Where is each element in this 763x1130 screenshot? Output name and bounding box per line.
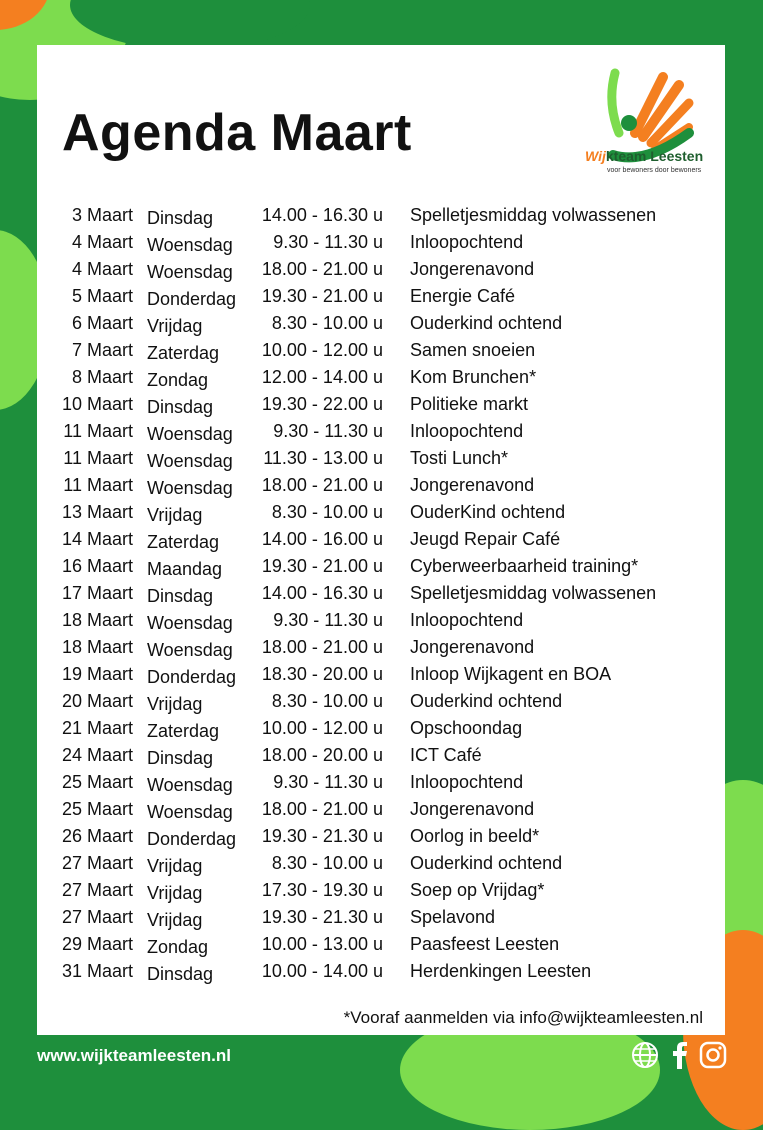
- agenda-row: [37, 661, 725, 688]
- event-date: 4 Maart: [71, 259, 133, 279]
- event-date: 25 Maart: [61, 799, 133, 819]
- event-date: 13 Maart: [61, 502, 133, 522]
- event-time: 18.00 - 21.00 u: [261, 637, 383, 657]
- event-activity: Spelavond: [410, 907, 496, 927]
- event-day: Zondag: [147, 937, 209, 957]
- event-activity: Tosti Lunch*: [410, 448, 509, 468]
- agenda-row: [37, 472, 725, 499]
- instagram-icon[interactable]: [698, 1040, 728, 1070]
- event-time: 18.00 - 21.00 u: [261, 259, 383, 279]
- event-activity: Samen snoeien: [410, 340, 536, 360]
- website-url[interactable]: www.wijkteamleesten.nl: [37, 1046, 231, 1065]
- event-time: 9.30 - 11.30 u: [273, 772, 383, 792]
- agenda-row: [37, 796, 725, 823]
- event-activity: Jongerenavond: [410, 799, 535, 819]
- event-time: 19.30 - 21.00 u: [261, 556, 383, 576]
- event-activity: Politieke markt: [410, 394, 529, 414]
- event-time: 19.30 - 21.30 u: [261, 907, 383, 927]
- event-time: 14.00 - 16.30 u: [261, 583, 383, 603]
- agenda-row: [37, 688, 725, 715]
- event-date: 18 Maart: [61, 610, 133, 630]
- agenda-row: [37, 580, 725, 607]
- event-date: 16 Maart: [61, 556, 133, 576]
- globe-icon[interactable]: [630, 1040, 660, 1070]
- event-date: 5 Maart: [71, 286, 133, 306]
- event-day: Zaterdag: [147, 721, 220, 741]
- event-activity: ICT Café: [410, 745, 482, 765]
- event-date: 27 Maart: [61, 880, 133, 900]
- event-date: 27 Maart: [61, 853, 133, 873]
- event-date: 14 Maart: [61, 529, 133, 549]
- agenda-row: [37, 769, 725, 796]
- event-time: 10.00 - 13.00 u: [261, 934, 383, 954]
- agenda-row: [37, 445, 725, 472]
- event-time: 12.00 - 14.00 u: [261, 367, 383, 387]
- event-activity: Paasfeest Leesten: [410, 934, 560, 954]
- event-day: Woensdag: [147, 802, 233, 822]
- event-time: 18.00 - 21.00 u: [261, 475, 383, 495]
- agenda-row: [37, 931, 725, 958]
- event-day: Woensdag: [147, 235, 233, 255]
- event-date: 18 Maart: [61, 637, 133, 657]
- event-activity: Spelletjesmiddag volwassenen: [410, 205, 657, 225]
- event-time: 9.30 - 11.30 u: [273, 610, 383, 630]
- event-day: Zaterdag: [147, 343, 220, 363]
- event-day: Donderdag: [147, 289, 237, 309]
- agenda-row: [37, 742, 725, 769]
- event-day: Maandag: [147, 559, 223, 579]
- event-date: 29 Maart: [61, 934, 133, 954]
- event-day: Dinsdag: [147, 397, 214, 417]
- event-time: 9.30 - 11.30 u: [273, 232, 383, 252]
- event-date: 20 Maart: [61, 691, 133, 711]
- event-activity: Ouderkind ochtend: [410, 691, 563, 711]
- event-activity: Inloopochtend: [410, 610, 524, 630]
- event-date: 17 Maart: [61, 583, 133, 603]
- event-activity: Inloopochtend: [410, 232, 524, 252]
- event-activity: Soep op Vrijdag*: [410, 880, 545, 900]
- event-time: 19.30 - 21.00 u: [261, 286, 383, 306]
- wijkteam-logo-icon: [585, 63, 715, 183]
- event-activity: Kom Brunchen*: [410, 367, 537, 387]
- event-day: Vrijdag: [147, 883, 203, 903]
- event-time: 19.30 - 21.30 u: [261, 826, 383, 846]
- logo-tagline: voor bewoners door bewoners: [607, 167, 702, 174]
- event-activity: Spelletjesmiddag volwassenen: [410, 583, 657, 603]
- event-time: 14.00 - 16.00 u: [261, 529, 383, 549]
- event-day: Woensdag: [147, 262, 233, 282]
- event-date: 11 Maart: [63, 421, 133, 441]
- logo-brand: Wijkteam Leesten: [585, 148, 704, 164]
- agenda-row: [37, 823, 725, 850]
- event-date: 27 Maart: [61, 907, 133, 927]
- event-activity: Inloopochtend: [410, 421, 524, 441]
- agenda-row: [37, 310, 725, 337]
- agenda-row: [37, 364, 725, 391]
- event-date: 26 Maart: [61, 826, 133, 846]
- event-day: Dinsdag: [147, 208, 214, 228]
- event-day: Vrijdag: [147, 505, 203, 525]
- event-time: 10.00 - 12.00 u: [261, 718, 383, 738]
- event-time: 17.30 - 19.30 u: [261, 880, 383, 900]
- agenda-row: [37, 715, 725, 742]
- event-time: 9.30 - 11.30 u: [273, 421, 383, 441]
- agenda-row: [37, 202, 725, 229]
- event-day: Vrijdag: [147, 856, 203, 876]
- event-activity: Ouderkind ochtend: [410, 313, 563, 333]
- agenda-row: [37, 634, 725, 661]
- facebook-icon[interactable]: [665, 1040, 695, 1070]
- event-activity: Jongerenavond: [410, 259, 535, 279]
- event-time: 18.30 - 20.00 u: [261, 664, 383, 684]
- event-day: Woensdag: [147, 451, 233, 471]
- event-date: 25 Maart: [61, 772, 133, 792]
- agenda-row: [37, 499, 725, 526]
- event-date: 31 Maart: [61, 961, 133, 981]
- agenda-row: [37, 229, 725, 256]
- event-day: Vrijdag: [147, 694, 203, 714]
- event-date: 21 Maart: [61, 718, 133, 738]
- agenda-row: [37, 391, 725, 418]
- event-time: 10.00 - 12.00 u: [261, 340, 383, 360]
- event-day: Dinsdag: [147, 964, 214, 984]
- event-time: 8.30 - 10.00 u: [271, 853, 383, 873]
- event-date: 8 Maart: [71, 367, 133, 387]
- event-day: Woensdag: [147, 613, 233, 633]
- event-day: Donderdag: [147, 667, 237, 687]
- event-day: Woensdag: [147, 478, 233, 498]
- agenda-row: [37, 526, 725, 553]
- event-activity: Oorlog in beeld*: [410, 826, 540, 846]
- event-activity: Ouderkind ochtend: [410, 853, 563, 873]
- event-activity: Jongerenavond: [410, 475, 535, 495]
- event-date: 24 Maart: [61, 745, 133, 765]
- event-time: 11.30 - 13.00 u: [263, 448, 383, 468]
- event-activity: Inloop Wijkagent en BOA: [410, 664, 612, 684]
- event-activity: Cyberweerbaarheid training*: [410, 556, 639, 576]
- event-date: 19 Maart: [61, 664, 133, 684]
- agenda-row: [37, 283, 725, 310]
- agenda-row: [37, 607, 725, 634]
- event-time: 14.00 - 16.30 u: [261, 205, 383, 225]
- event-day: Zaterdag: [147, 532, 220, 552]
- agenda-card: [37, 45, 725, 1035]
- event-activity: OuderKind ochtend: [410, 502, 566, 522]
- event-activity: Energie Café: [410, 286, 516, 306]
- event-day: Zondag: [147, 370, 209, 390]
- event-activity: Inloopochtend: [410, 772, 524, 792]
- event-time: 10.00 - 14.00 u: [261, 961, 383, 981]
- event-day: Woensdag: [147, 640, 233, 660]
- event-day: Dinsdag: [147, 586, 214, 606]
- event-activity: Opschoondag: [410, 718, 523, 738]
- agenda-row: [37, 877, 725, 904]
- page-title: Agenda Maart: [62, 104, 412, 162]
- event-date: 3 Maart: [71, 205, 133, 225]
- event-day: Woensdag: [147, 775, 233, 795]
- event-time: 8.30 - 10.00 u: [271, 313, 383, 333]
- event-date: 11 Maart: [63, 475, 133, 495]
- event-activity: Herdenkingen Leesten: [410, 961, 592, 981]
- agenda-row: [37, 337, 725, 364]
- agenda-row: [37, 958, 725, 985]
- event-day: Vrijdag: [147, 316, 203, 336]
- event-date: 4 Maart: [71, 232, 133, 252]
- agenda-row: [37, 418, 725, 445]
- event-day: Dinsdag: [147, 748, 214, 768]
- event-time: 8.30 - 10.00 u: [271, 691, 383, 711]
- agenda-list: [37, 202, 725, 985]
- event-day: Donderdag: [147, 829, 237, 849]
- event-time: 18.00 - 20.00 u: [261, 745, 383, 765]
- event-activity: Jeugd Repair Café: [410, 529, 561, 549]
- event-time: 8.30 - 10.00 u: [271, 502, 383, 522]
- agenda-row: [37, 256, 725, 283]
- event-date: 7 Maart: [71, 340, 133, 360]
- event-activity: Jongerenavond: [410, 637, 535, 657]
- event-day: Woensdag: [147, 424, 233, 444]
- agenda-row: [37, 904, 725, 931]
- agenda-row: [37, 553, 725, 580]
- registration-note: *Vooraf aanmelden via info@wijkteamleesten.nl: [343, 1008, 703, 1027]
- event-date: 10 Maart: [61, 394, 133, 414]
- agenda-row: [37, 850, 725, 877]
- event-time: 19.30 - 22.00 u: [261, 394, 383, 414]
- event-date: 11 Maart: [63, 448, 133, 468]
- event-time: 18.00 - 21.00 u: [261, 799, 383, 819]
- event-day: Vrijdag: [147, 910, 203, 930]
- event-date: 6 Maart: [71, 313, 133, 333]
